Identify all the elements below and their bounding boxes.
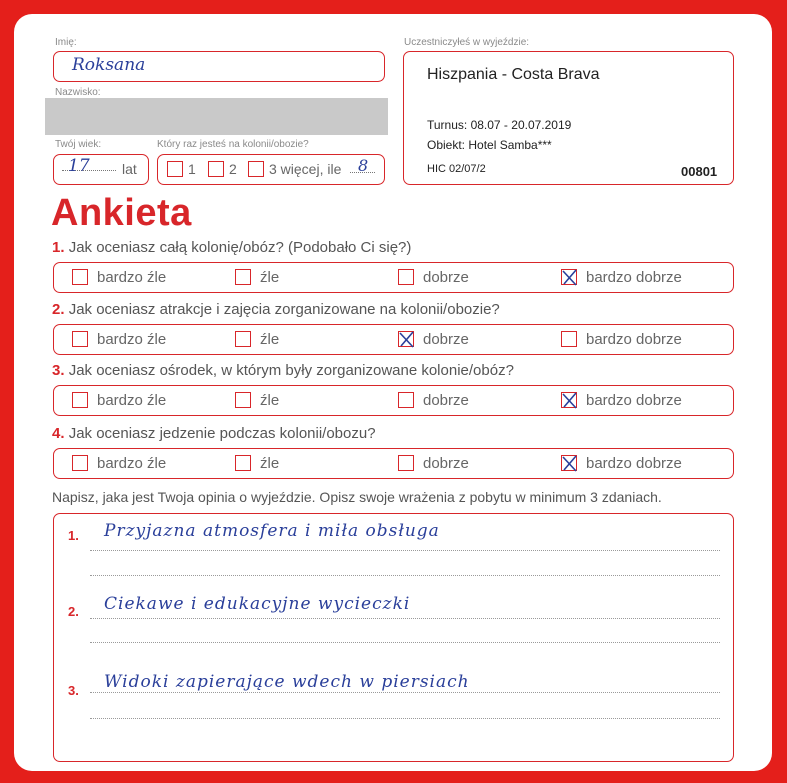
option-label: dobrze bbox=[423, 455, 469, 472]
opinion-dotted-line bbox=[90, 642, 720, 643]
option-label: bardzo źle bbox=[97, 331, 167, 348]
q4-checkbox-1[interactable] bbox=[72, 455, 88, 471]
opinion-dotted-line bbox=[90, 692, 720, 693]
q4-checkbox-2[interactable] bbox=[235, 455, 251, 471]
trip-obiekt: Obiekt: Hotel Samba*** bbox=[427, 138, 552, 152]
question-text: Jak oceniasz jedzenie podczas kolonii/obozu? bbox=[68, 425, 376, 442]
opinion-prompt: Napisz, jaka jest Twoja opinia o wyjeździe. Opisz swoje wrażenia z pobytu w minimum 3 zdaniach. bbox=[52, 489, 662, 505]
q2-checkbox-2[interactable] bbox=[235, 331, 251, 347]
trip-destination: Hiszpania - Costa Brava bbox=[427, 66, 600, 83]
visit-count: 8 bbox=[358, 156, 369, 175]
opinion-line-number: 3. bbox=[68, 683, 79, 698]
option-label: dobrze bbox=[423, 269, 469, 286]
visit-label: Który raz jesteś na kolonii/obozie? bbox=[157, 139, 309, 150]
visit-checkbox-1[interactable] bbox=[167, 161, 183, 177]
q4-checkbox-4[interactable] bbox=[561, 455, 577, 471]
option-label: źle bbox=[260, 455, 280, 472]
age-value: 17 bbox=[68, 156, 90, 176]
checkmark-x-icon bbox=[561, 269, 579, 287]
survey-title: Ankieta bbox=[51, 192, 192, 234]
question-4 bbox=[52, 425, 376, 442]
question-text: Jak oceniasz atrakcje i zajęcia zorganizowane na kolonii/obozie? bbox=[68, 301, 500, 318]
q3-checkbox-1[interactable] bbox=[72, 392, 88, 408]
opinion-line-number: 1. bbox=[68, 528, 79, 543]
q1-checkbox-1[interactable] bbox=[72, 269, 88, 285]
name-field[interactable] bbox=[53, 51, 385, 82]
visit-option-3: 3 więcej, ile bbox=[269, 161, 342, 177]
option-label: dobrze bbox=[423, 392, 469, 409]
checkmark-x-icon bbox=[561, 392, 579, 410]
option-label: dobrze bbox=[423, 331, 469, 348]
q2-checkbox-3[interactable] bbox=[398, 331, 414, 347]
age-label: Twój wiek: bbox=[55, 139, 102, 150]
trip-code: HIC 02/07/2 bbox=[427, 163, 486, 175]
option-label: bardzo dobrze bbox=[586, 455, 682, 472]
trip-number: 00801 bbox=[681, 164, 718, 179]
trip-info-box bbox=[403, 51, 734, 185]
surname-redacted bbox=[45, 98, 388, 135]
q4-checkbox-3[interactable] bbox=[398, 455, 414, 471]
name-value: Roksana bbox=[72, 55, 146, 75]
opinion-dotted-line bbox=[90, 618, 720, 619]
question-number: 3. bbox=[52, 362, 65, 379]
question-text: Jak oceniasz całą kolonię/obóz? (Podobało Ci się?) bbox=[68, 239, 412, 256]
age-unit: lat bbox=[122, 161, 137, 177]
opinion-dotted-line bbox=[90, 550, 720, 551]
visit-option-1: 1 bbox=[188, 161, 196, 177]
age-field[interactable] bbox=[53, 154, 149, 185]
visit-option-2: 2 bbox=[229, 161, 237, 177]
checkmark-x-icon bbox=[398, 331, 416, 349]
q1-checkbox-2[interactable] bbox=[235, 269, 251, 285]
opinion-line-number: 2. bbox=[68, 604, 79, 619]
question-number: 1. bbox=[52, 239, 65, 256]
opinion-dotted-line bbox=[90, 718, 720, 719]
checkmark-x-icon bbox=[561, 455, 579, 473]
visit-checkbox-3[interactable] bbox=[248, 161, 264, 177]
option-label: źle bbox=[260, 331, 280, 348]
q3-checkbox-4[interactable] bbox=[561, 392, 577, 408]
q1-checkbox-4[interactable] bbox=[561, 269, 577, 285]
surname-label: Nazwisko: bbox=[55, 87, 101, 98]
question-text: Jak oceniasz ośrodek, w którym były zorganizowane kolonie/obóz? bbox=[68, 362, 514, 379]
question-2 bbox=[52, 301, 500, 318]
option-label: bardzo źle bbox=[97, 269, 167, 286]
q2-checkbox-1[interactable] bbox=[72, 331, 88, 347]
q3-checkbox-2[interactable] bbox=[235, 392, 251, 408]
trip-turnus: Turnus: 08.07 - 20.07.2019 bbox=[427, 118, 572, 132]
q2-checkbox-4[interactable] bbox=[561, 331, 577, 347]
visit-field bbox=[157, 154, 385, 185]
question-number: 4. bbox=[52, 425, 65, 442]
visit-checkbox-2[interactable] bbox=[208, 161, 224, 177]
question-number: 2. bbox=[52, 301, 65, 318]
opinion-dotted-line bbox=[90, 575, 720, 576]
option-label: bardzo dobrze bbox=[586, 269, 682, 286]
question-3 bbox=[52, 362, 514, 379]
option-label: bardzo źle bbox=[97, 392, 167, 409]
option-label: bardzo dobrze bbox=[586, 392, 682, 409]
option-label: źle bbox=[260, 269, 280, 286]
opinion-handwritten-text: Widoki zapierające wdech w piersiach bbox=[104, 672, 470, 692]
opinion-handwritten-text: Przyjazna atmosfera i miła obsługa bbox=[104, 521, 440, 541]
option-label: bardzo źle bbox=[97, 455, 167, 472]
question-1 bbox=[52, 239, 411, 256]
opinion-handwritten-text: Ciekawe i edukacyjne wycieczki bbox=[104, 594, 411, 614]
name-label: Imię: bbox=[55, 37, 77, 48]
q1-checkbox-3[interactable] bbox=[398, 269, 414, 285]
option-label: bardzo dobrze bbox=[586, 331, 682, 348]
q3-checkbox-3[interactable] bbox=[398, 392, 414, 408]
option-label: źle bbox=[260, 392, 280, 409]
trip-label: Uczestniczyłeś w wyjeździe: bbox=[404, 37, 530, 48]
